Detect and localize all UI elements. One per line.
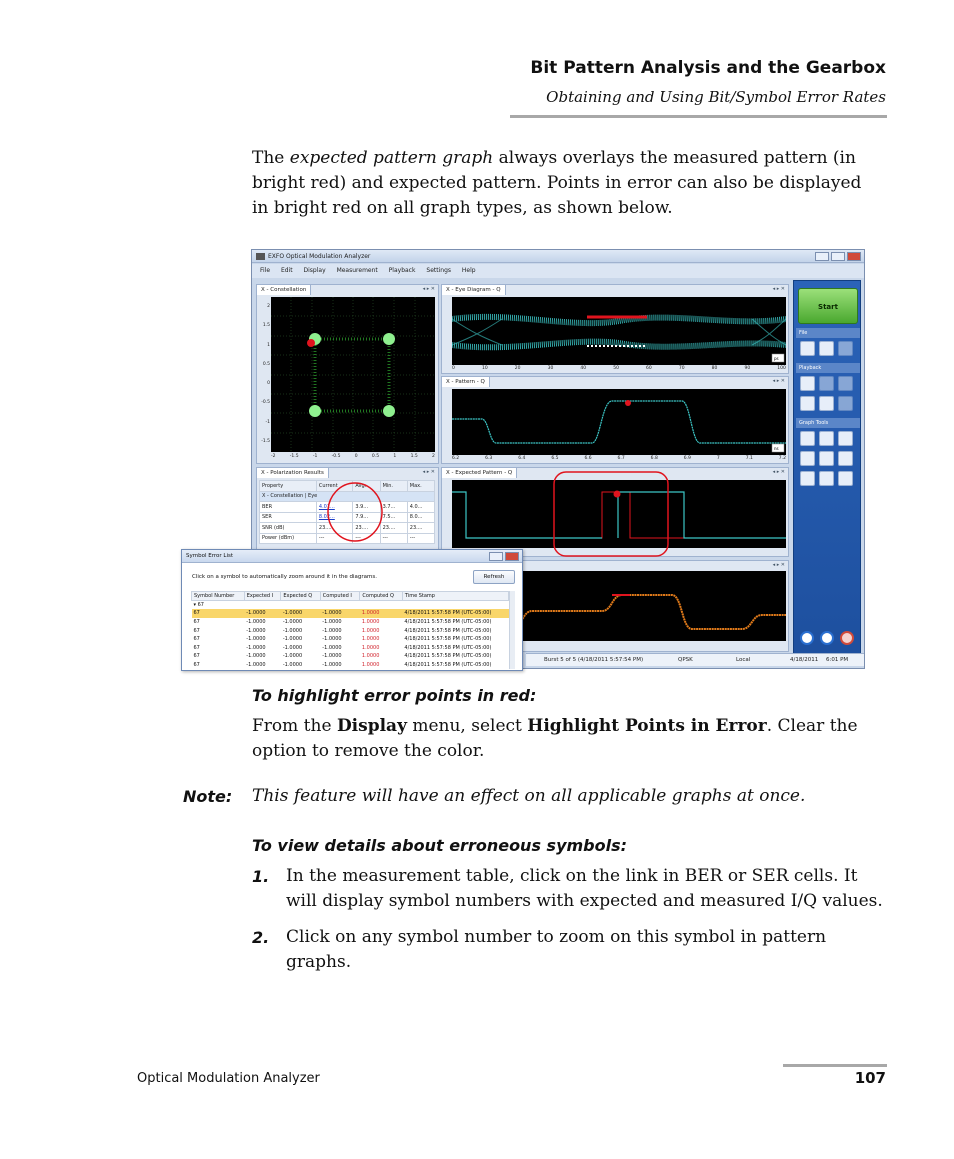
header-rule	[510, 115, 887, 118]
panel-nav-icon[interactable]: ◂ ▸ ✕	[422, 469, 435, 475]
table-row[interactable]: 67 -1.0000 -1.0000 -1.0000 1.0000 4/18/2011 5:57:58 PM (UTC-05:00)	[193, 661, 492, 668]
pattern-x-axis: 6.2 6.3 6.4 6.5 6.6 6.7 6.8 6.9 7 7.1 7.2	[452, 456, 786, 461]
panel-nav-icon[interactable]: ◂ ▸ ✕	[772, 562, 785, 568]
tab-constellation[interactable]: X - Constellation	[257, 285, 311, 295]
error-point	[625, 400, 631, 406]
eye-x-axis: 0 10 20 30 40 50 60 70 80 90 100	[452, 366, 786, 371]
status-date: 4/18/2011	[790, 657, 819, 663]
pattern-plot	[452, 389, 786, 455]
pan-hand-icon[interactable]	[819, 431, 834, 446]
ser-link[interactable]: 8.02...	[316, 512, 352, 523]
table-row[interactable]: 67 -1.0000 -1.0000 -1.0000 1.0000 4/18/2011 5:57:58 PM (UTC-05:00)	[193, 653, 492, 660]
col-time-stamp[interactable]: Time Stamp	[402, 592, 508, 601]
start-button[interactable]: Start	[798, 288, 858, 324]
tab-expected-pattern[interactable]: X - Expected Pattern - Q	[442, 468, 517, 478]
table-row: SNR (dB) 23.... 23.... 23.... 23....	[260, 523, 435, 534]
constellation-plot	[271, 297, 435, 452]
pattern-unit-label: ns	[774, 446, 779, 451]
footer-product: Optical Modulation Analyzer	[137, 1071, 320, 1086]
help-icon[interactable]	[489, 552, 503, 561]
table-row[interactable]: 67 -1.0000 -1.0000 -1.0000 1.0000 4/18/2011 5:57:58 PM (UTC-05:00)	[193, 618, 492, 625]
eye-diagram-panel	[441, 284, 789, 374]
pattern-panel	[441, 376, 789, 464]
constellation-panel	[256, 284, 439, 464]
note-text: This feature will have an effect on all applicable graphs at once.	[252, 786, 806, 806]
file-group-label: File	[796, 328, 860, 338]
symbol-error-list-window	[181, 549, 523, 671]
panel-nav-icon[interactable]: ◂ ▸ ✕	[772, 286, 785, 292]
app-icon	[256, 253, 265, 260]
error-window-title: Symbol Error List	[182, 550, 522, 563]
menu-measurement[interactable]: Measurement	[336, 267, 378, 274]
step-1-text: In the measurement table, click on the link in BER or SER cells. It will display symbol numbers with expected and measured I/Q values.	[286, 866, 883, 911]
col-expected-i[interactable]: Expected I	[244, 592, 281, 601]
zoom-in-icon[interactable]	[800, 451, 815, 466]
help-icon[interactable]	[820, 631, 834, 645]
menu-edit[interactable]: Edit	[280, 267, 293, 274]
details-heading: To view details about erroneous symbols:	[252, 836, 628, 855]
maximize-icon[interactable]	[831, 252, 845, 261]
running-header-subtitle: Obtaining and Using Bit/Symbol Error Rates	[546, 88, 886, 106]
window-title-bar	[252, 250, 864, 263]
constellation-point	[383, 333, 395, 345]
highlight-heading: To highlight error points in red:	[252, 686, 537, 705]
status-format: QPSK	[678, 657, 693, 663]
error-list-scrollbar[interactable]	[509, 591, 515, 669]
open-icon[interactable]	[800, 341, 815, 356]
step-1-number: 1.	[252, 867, 270, 886]
highlight-paragraph: From the Display menu, select Highlight Points in Error. Clear the option to remove the color.	[252, 716, 858, 761]
minimize-icon[interactable]	[815, 252, 829, 261]
pause-icon[interactable]	[819, 376, 834, 391]
intro-paragraph: The expected pattern graph always overlays the measured pattern (in bright red) and expected pattern. Points in error can also be displayed in bright red on all graph types, as shown below.	[252, 148, 862, 218]
menu-file[interactable]: File	[260, 267, 271, 274]
control-sidebar	[793, 280, 861, 665]
step-forward-icon[interactable]	[819, 396, 834, 411]
error-point	[307, 339, 315, 347]
table-row[interactable]: 67 -1.0000 -1.0000 -1.0000 1.0000 4/18/2011 5:57:58 PM (UTC-05:00)	[193, 636, 492, 643]
running-header-title: Bit Pattern Analysis and the Gearbox	[530, 58, 886, 78]
info-icon[interactable]	[800, 631, 814, 645]
status-source: Local	[736, 657, 751, 663]
panel-nav-icon[interactable]: ◂ ▸ ✕	[772, 378, 785, 384]
constellation-svg	[271, 297, 435, 452]
save-icon[interactable]	[819, 341, 834, 356]
table-row: Power (dBm) --- --- --- ---	[260, 533, 435, 544]
table-row[interactable]: 67 -1.0000 -1.0000 -1.0000 1.0000 4/18/2011 5:57:58 PM (UTC-05:00)	[193, 644, 492, 651]
refresh-button[interactable]: Refresh	[473, 570, 515, 584]
footer-rule	[783, 1064, 887, 1067]
table-row[interactable]: 67 -1.0000 -1.0000 -1.0000 1.0000 4/18/2011 5:57:58 PM (UTC-05:00)	[192, 609, 509, 618]
menu-help[interactable]: Help	[461, 267, 476, 274]
table-row: BER 4.01... 3.9... 3.7... 4.0...	[260, 502, 435, 513]
highlight-circle	[547, 468, 672, 560]
panel-nav-icon[interactable]: ◂ ▸ ✕	[772, 469, 785, 475]
play-icon[interactable]	[800, 376, 815, 391]
col-computed-i[interactable]: Computed I	[320, 592, 360, 601]
constellation-y-axis: 2 1.5 1 0.5 0 -0.5 -1 -1.5	[261, 304, 270, 445]
window-title: EXFO Optical Modulation Analyzer	[268, 253, 371, 260]
zoom-reset-icon[interactable]	[838, 471, 853, 486]
step-2-text: Click on any symbol number to zoom on this symbol in pattern graphs.	[286, 927, 827, 972]
close-icon[interactable]	[847, 252, 861, 261]
col-expected-q[interactable]: Expected Q	[281, 592, 320, 601]
constellation-point	[383, 405, 395, 417]
eye-unit-label: ps	[774, 356, 779, 361]
error-window-hint: Click on a symbol to automatically zoom around it in the diagrams.	[192, 574, 377, 580]
group-row[interactable]: ▾ 67	[193, 602, 204, 609]
pattern-svg	[452, 389, 786, 455]
close-icon[interactable]	[505, 552, 519, 561]
stop-icon[interactable]	[838, 376, 853, 391]
playback-group-label: Playback	[796, 363, 860, 373]
table-row[interactable]: 67 -1.0000 -1.0000 -1.0000 1.0000 4/18/2011 5:57:58 PM (UTC-05:00)	[193, 627, 492, 634]
note-label: Note:	[183, 787, 233, 806]
constellation-x-axis: -2 -1.5 -1 -0.5 0 0.5 1 1.5 2	[271, 454, 435, 459]
status-bar	[526, 653, 864, 666]
eye-diagram-svg	[452, 297, 786, 365]
menu-playback[interactable]: Playback	[388, 267, 416, 274]
tab-eye-diagram[interactable]: X - Eye Diagram - Q	[442, 285, 506, 295]
results-table: Property Current Avg. Min. Max. X - Constellation | Eye BER 4.01... 3.9... 3.7... 4.0... SER 8.02... 7.9... 7.5... 8.0... SNR (dB) 23.... 23.... 23.... 23.... Power (dBm) --- --- --- ---	[259, 480, 435, 544]
menu-bar	[252, 264, 864, 278]
status-time: 6:01 PM	[826, 657, 849, 663]
menu-display[interactable]: Display	[303, 267, 326, 274]
symbol-error-table	[191, 591, 509, 669]
table-row: SER 8.02... 7.9... 7.5... 8.0...	[260, 512, 435, 523]
power-icon[interactable]	[840, 631, 854, 645]
delete-icon[interactable]	[838, 341, 853, 356]
polarization-panel	[256, 467, 439, 557]
zoom-y-icon[interactable]	[819, 471, 834, 486]
zoom-x-icon[interactable]	[800, 471, 815, 486]
fast-forward-icon[interactable]	[838, 396, 853, 411]
highlight-circle	[325, 480, 387, 544]
graph-tools-group-label: Graph Tools	[796, 418, 860, 428]
pointer-icon[interactable]	[800, 431, 815, 446]
step-2-number: 2.	[252, 928, 270, 947]
zoom-icon[interactable]	[838, 431, 853, 446]
zoom-fit-icon[interactable]	[838, 451, 853, 466]
panel-nav-icon[interactable]: ◂ ▸ ✕	[422, 286, 435, 292]
window-controls	[815, 252, 861, 261]
status-burst: Burst 5 of 5 (4/18/2011 5:57:54 PM)	[544, 657, 644, 663]
constellation-point	[309, 405, 321, 417]
zoom-out-icon[interactable]	[819, 451, 834, 466]
col-symbol-number[interactable]: Symbol Number	[192, 592, 245, 601]
ber-link[interactable]: 4.01...	[316, 502, 352, 513]
tab-pattern[interactable]: X - Pattern - Q	[442, 377, 490, 387]
eye-diagram-plot	[452, 297, 786, 365]
expected-pattern-panel	[441, 467, 789, 557]
rewind-icon[interactable]	[800, 396, 815, 411]
error-window-controls	[489, 552, 519, 561]
menu-settings[interactable]: Settings	[426, 267, 451, 274]
page-number: 107	[854, 1069, 886, 1087]
col-computed-q[interactable]: Computed Q	[360, 592, 403, 601]
tab-polarization-results[interactable]: X - Polarization Results	[257, 468, 329, 478]
